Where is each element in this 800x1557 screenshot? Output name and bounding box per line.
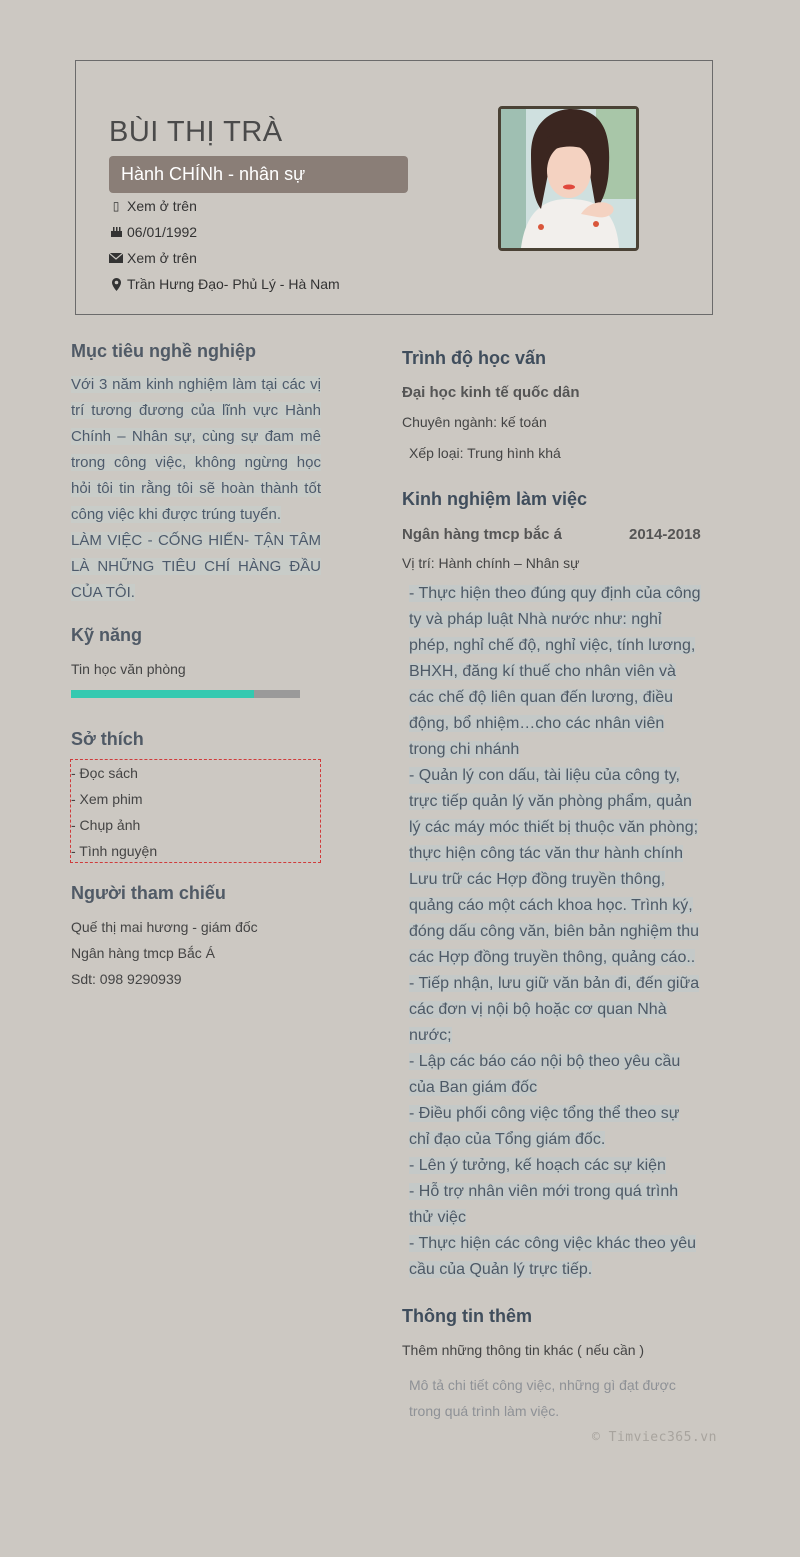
- objective-title: Mục tiêu nghề nghiệp: [71, 341, 256, 361]
- education-major: Chuyên ngành: kế toán: [402, 414, 547, 430]
- envelope-icon: [109, 253, 123, 263]
- position-title: Hành CHÍNh - nhân sự: [109, 156, 408, 193]
- additional-placeholder: Mô tả chi tiết công việc, những gì đạt được trong quá trình làm việc.: [409, 1377, 676, 1419]
- skills-title: Kỹ năng: [71, 625, 143, 645]
- objective-motto: LÀM VIỆC - CỐNG HIẾN- TẬN TÂM LÀ NHỮNG TIÊU CHÍ HÀNG ĐẦU CỦA TÔI.: [71, 532, 321, 601]
- birthday-row: [109, 224, 197, 240]
- experience-years: 2014-2018: [629, 526, 701, 543]
- skill-progress-fill: [71, 690, 254, 698]
- objective-body: Với 3 năm kinh nghiệm làm tại các vị trí tương đương của lĩnh vực Hành Chính – Nhân sự, cùng sự đam mê trong công việc, không ngừng học hỏi tôi tin rằng tôi sẽ hoàn thành tốt công việc khi được trúng tuyển.: [71, 376, 321, 523]
- duty-item: - Lập các báo cáo nội bộ theo yêu cầu của Ban giám đốc: [409, 1053, 681, 1096]
- education-school: Đại học kinh tế quốc dân: [402, 384, 580, 401]
- email-value: Xem ở trên: [127, 250, 197, 266]
- education-title: Trình độ học vấn: [402, 348, 547, 368]
- additional-title: Thông tin thêm: [402, 1306, 532, 1326]
- additional-subtitle: Thêm những thông tin khác ( nếu cần ): [402, 1342, 645, 1358]
- education-grade: Xếp loại: Trung hình khá: [409, 445, 561, 461]
- duty-item: - Thực hiện các công việc khác theo yêu cầu của Quản lý trực tiếp.: [409, 1235, 697, 1278]
- profile-photo: [498, 106, 639, 251]
- phone-row: [109, 198, 197, 214]
- header-box: [75, 60, 713, 315]
- reference-line: Ngân hàng tmcp Bắc Á: [71, 945, 215, 961]
- phone-value: Xem ở trên: [127, 198, 197, 214]
- experience-duties: [409, 581, 704, 1283]
- objective-text: [71, 372, 321, 606]
- candidate-name: BÙI THỊ TRÀ: [109, 116, 283, 148]
- reference-line: Quế thị mai hương - giám đốc: [71, 919, 258, 935]
- duty-item: - Hỗ trợ nhân viên mới trong quá trình thử việc: [409, 1183, 679, 1226]
- birthday-value: 06/01/1992: [127, 224, 198, 240]
- duty-item: - Thực hiện theo đúng quy định của công ty và pháp luật Nhà nước như: nghỉ phép, nghỉ chế độ, nghỉ việc, tính lương, BHXH, đăng kí thuế cho nhân viên và các chế độ liên quan đến lương, điều động, bổ nhiệm…cho các nhân viên trong chi nhánh: [409, 585, 701, 758]
- duty-item: - Quản lý con dấu, tài liệu của công ty, trực tiếp quản lý văn phòng phẩm, quản lý các máy móc thiết bị thuộc văn phòng; thực hiện công tác văn thư hành chính Lưu trữ các Hợp đồng truyền thông, quảng cáo một cách khoa học. Trình ký, đóng dấu công văn, biên bản nghiệm thu các Hợp đồng truyền thông, quảng cáo..: [409, 767, 700, 966]
- address-row: [109, 276, 340, 292]
- hobby-item: - Xem phim: [71, 791, 143, 807]
- hobbies-list: [70, 759, 321, 863]
- birthday-cake-icon: [109, 226, 123, 238]
- experience-title: Kinh nghiệm làm việc: [402, 489, 588, 509]
- duty-item: - Tiếp nhận, lưu giữ văn bản đi, đến giữa các đơn vị nội bộ hoặc cơ quan Nhà nước;: [409, 975, 700, 1044]
- skill-progress-bar: [71, 690, 300, 698]
- experience-role: Vị trí: Hành chính – Nhân sự: [402, 555, 580, 571]
- map-marker-icon: [109, 278, 123, 291]
- references-title: Người tham chiếu: [71, 883, 226, 903]
- hobbies-title: Sở thích: [71, 729, 144, 749]
- hobby-item: - Tình nguyện: [71, 843, 158, 859]
- skill-name: Tin học văn phòng: [71, 661, 186, 677]
- experience-company: Ngân hàng tmcp bắc á: [402, 526, 563, 543]
- phone-icon: ▯: [112, 199, 120, 213]
- duty-item: - Lên ý tưởng, kế hoạch các sự kiện: [409, 1157, 666, 1174]
- hobby-item: - Đọc sách: [71, 765, 138, 781]
- address-value: Trần Hưng Đạo- Phủ Lý - Hà Nam: [127, 276, 340, 292]
- reference-line: Sdt: 098 9290939: [71, 971, 182, 987]
- watermark: © Timviec365.vn: [592, 1430, 717, 1445]
- duty-item: - Điều phối công việc tổng thể theo sự chỉ đạo của Tổng giám đốc.: [409, 1105, 680, 1148]
- email-row: [109, 250, 197, 266]
- hobby-item: - Chụp ảnh: [71, 817, 141, 833]
